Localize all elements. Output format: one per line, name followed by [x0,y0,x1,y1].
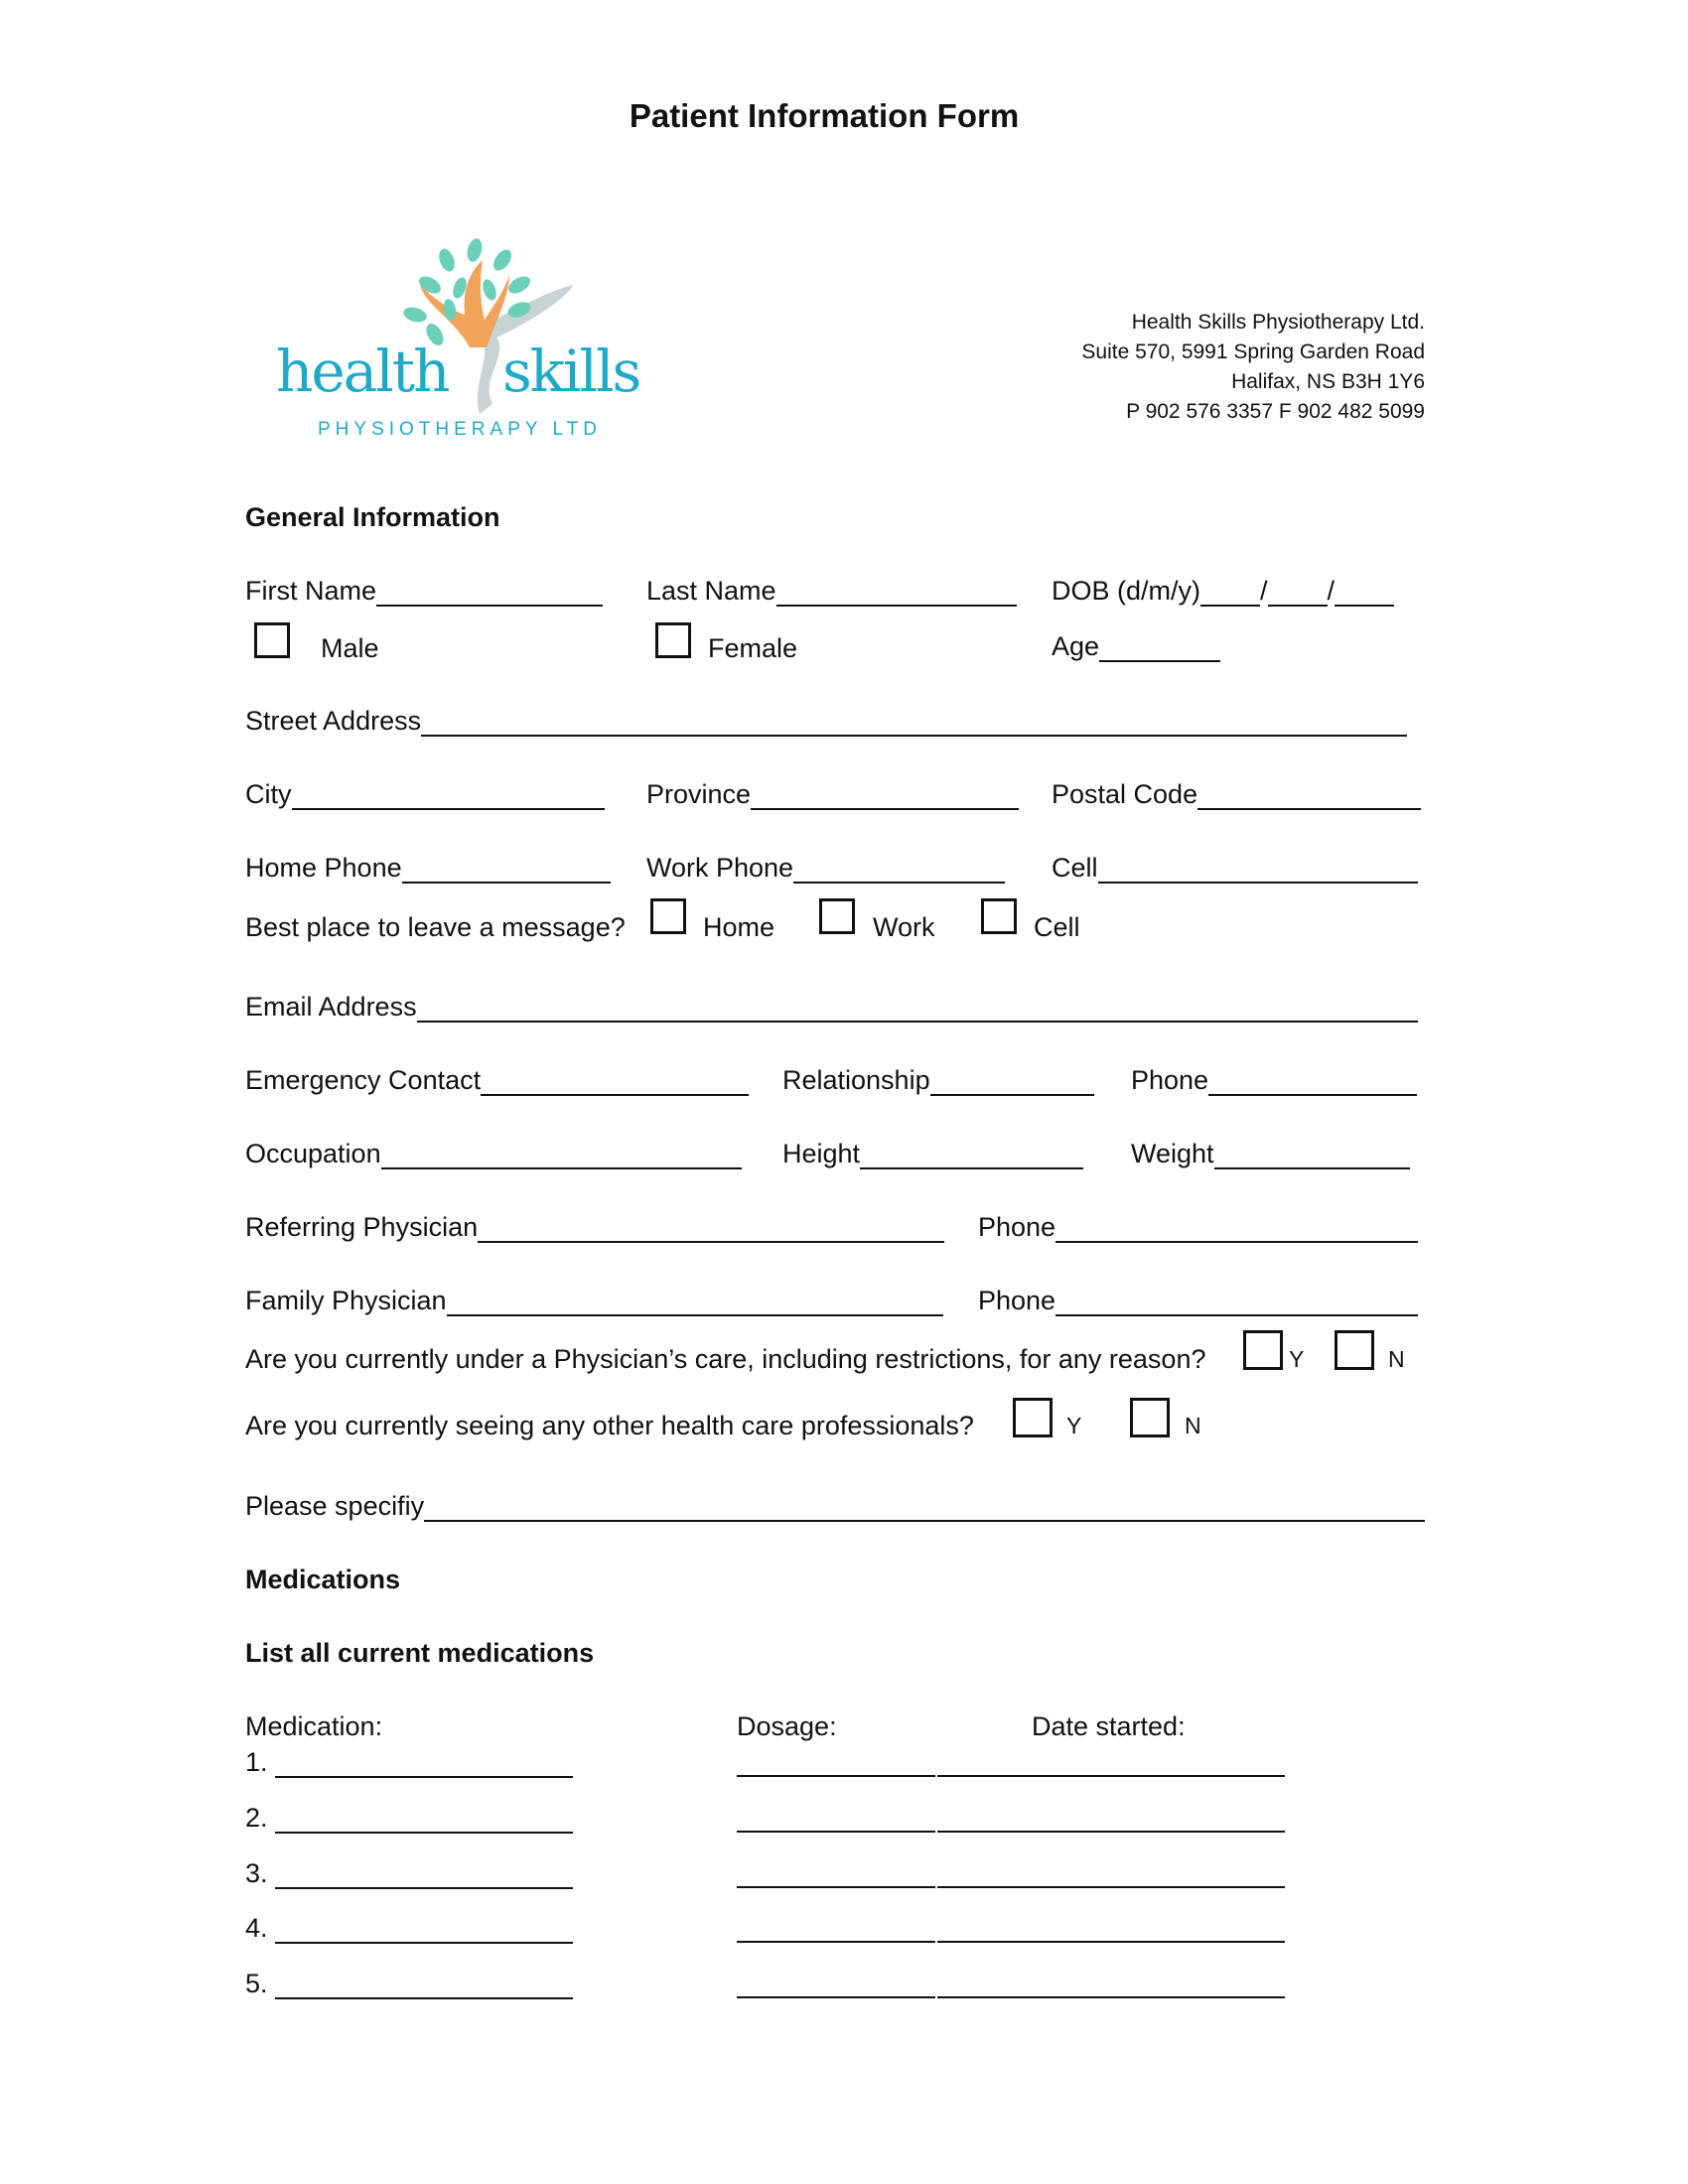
physician-care-no-label: N [1388,1346,1405,1372]
logo-subtitle: PHYSIOTHERAPY LTD [318,419,602,440]
email-input[interactable] [417,997,1418,1023]
city-input[interactable] [292,784,605,810]
medication-name-field[interactable] [245,1747,573,1778]
please-specify-input[interactable] [424,1496,1425,1522]
email-label: Email Address [245,992,417,1022]
address-line-street: Suite 570, 5991 Spring Garden Road [1081,341,1425,363]
province-label: Province [646,779,752,809]
street-address-label: Street Address [245,706,422,736]
work-phone-field[interactable] [646,853,1005,884]
dob-field[interactable] [1052,576,1394,607]
family-phone-label: Phone [978,1286,1056,1315]
relationship-input[interactable] [930,1070,1094,1096]
logo-word-skills: skills [502,338,640,405]
cell-field[interactable] [1052,853,1418,884]
medication-name-input[interactable] [275,1918,573,1944]
message-work-checkbox[interactable] [819,898,855,934]
clinic-address [1081,308,1425,427]
date-started-input[interactable] [937,1973,1285,1998]
dob-label: DOB (d/m/y) [1052,576,1201,606]
other-professionals-no-label: N [1185,1413,1201,1438]
dosage-input[interactable] [737,1917,935,1943]
emergency-phone-field[interactable] [1131,1065,1417,1096]
other-professionals-yes-label: Y [1066,1413,1082,1438]
address-line-name: Health Skills Physiotherapy Ltd. [1131,311,1425,334]
height-input[interactable] [860,1144,1083,1169]
province-input[interactable] [751,784,1019,810]
physician-care-yes-label: Y [1289,1346,1305,1372]
logo-word-health: health [276,338,449,405]
male-label: Male [321,633,379,663]
medication-name-field[interactable] [245,1858,573,1889]
postal-code-field[interactable] [1052,779,1421,810]
company-logo [276,230,643,451]
relationship-label: Relationship [782,1065,930,1095]
weight-label: Weight [1131,1139,1214,1168]
dosage-input[interactable] [737,1973,935,1998]
last-name-label: Last Name [646,576,776,606]
home-phone-field[interactable] [245,853,611,884]
dob-separator: / [1260,576,1268,606]
address-line-city: Halifax, NS B3H 1Y6 [1231,370,1425,393]
medication-name-field[interactable] [245,1969,573,1999]
home-phone-input[interactable] [402,858,611,884]
medication-name-input[interactable] [275,1808,573,1834]
home-phone-label: Home Phone [245,853,402,883]
dosage-input[interactable] [737,1862,935,1888]
occupation-input[interactable] [381,1144,742,1169]
referring-phone-input[interactable] [1055,1217,1418,1243]
weight-input[interactable] [1214,1144,1410,1169]
section-heading-medications: Medications [245,1565,401,1594]
row-number: 5. [245,1969,268,1998]
age-input[interactable] [1099,636,1220,662]
other-professionals-yes-checkbox[interactable] [1013,1398,1053,1437]
dob-month-input[interactable] [1268,581,1328,607]
city-label: City [245,779,292,809]
emergency-phone-label: Phone [1131,1065,1209,1095]
postal-code-input[interactable] [1197,784,1421,810]
province-field[interactable] [646,779,1019,810]
message-work-label: Work [873,912,935,942]
first-name-label: First Name [245,576,377,606]
row-number: 2. [245,1803,268,1833]
physician-care-yes-checkbox[interactable] [1243,1330,1283,1370]
dosage-input[interactable] [737,1807,935,1833]
date-started-column-header: Date started: [1032,1711,1186,1741]
male-checkbox[interactable] [254,622,290,658]
medication-name-field[interactable] [245,1913,573,1944]
first-name-input[interactable] [376,581,603,607]
email-field[interactable] [245,992,1418,1023]
best-place-label: Best place to leave a message? [245,912,626,942]
referring-physician-input[interactable] [478,1217,944,1243]
row-number: 4. [245,1913,268,1943]
family-phone-input[interactable] [1055,1291,1418,1316]
age-label: Age [1052,631,1100,661]
referring-physician-label: Referring Physician [245,1212,479,1242]
physician-care-question: Are you currently under a Physician’s care, including restrictions, for any reason? [245,1344,1206,1374]
female-label: Female [708,633,798,663]
last-name-field[interactable] [646,576,1017,607]
height-label: Height [782,1139,861,1168]
weight-field[interactable] [1131,1139,1410,1169]
family-phone-field[interactable] [978,1286,1418,1316]
medication-name-input[interactable] [275,1863,573,1889]
medications-subheading: List all current medications [245,1638,595,1668]
medication-name-input[interactable] [275,1752,573,1778]
height-field[interactable] [782,1139,1083,1169]
row-number: 3. [245,1858,268,1888]
dosage-column-header: Dosage: [737,1711,837,1741]
family-physician-field[interactable] [245,1286,943,1316]
female-checkbox[interactable] [655,622,691,658]
message-cell-label: Cell [1034,912,1080,942]
message-cell-checkbox[interactable] [981,898,1017,934]
date-started-input[interactable] [937,1862,1285,1888]
please-specify-label: Please specifiy [245,1491,425,1521]
street-address-field[interactable] [245,706,1407,737]
referring-phone-label: Phone [978,1212,1056,1242]
other-professionals-question: Are you currently seeing any other health care professionals? [245,1411,974,1440]
dob-day-input[interactable] [1200,581,1260,607]
work-phone-label: Work Phone [646,853,794,883]
message-home-label: Home [703,912,775,942]
physician-care-no-checkbox[interactable] [1335,1330,1374,1370]
referring-physician-field[interactable] [245,1212,944,1243]
referring-phone-field[interactable] [978,1212,1418,1243]
city-field[interactable] [245,779,605,810]
cell-input[interactable] [1098,858,1418,884]
work-phone-input[interactable] [793,858,1005,884]
emergency-contact-label: Emergency Contact [245,1065,482,1095]
last-name-input[interactable] [776,581,1017,607]
cell-label: Cell [1052,853,1098,883]
dob-separator: / [1327,576,1336,606]
date-started-input[interactable] [937,1807,1285,1833]
first-name-field[interactable] [245,576,603,607]
address-line-phone-fax: P 902 576 3357 F 902 482 5099 [1126,400,1425,423]
occupation-label: Occupation [245,1139,381,1168]
emergency-phone-input[interactable] [1208,1070,1417,1096]
medication-name-input[interactable] [275,1974,573,1999]
occupation-field[interactable] [245,1139,742,1169]
section-heading-general: General Information [245,502,500,532]
page-title: Patient Information Form [629,97,1020,134]
row-number: 1. [245,1747,268,1777]
emergency-contact-input[interactable] [481,1070,749,1096]
date-started-input[interactable] [937,1917,1285,1943]
family-physician-label: Family Physician [245,1286,447,1315]
other-professionals-no-checkbox[interactable] [1130,1398,1170,1437]
medication-column-header: Medication: [245,1711,383,1741]
medication-name-field[interactable] [245,1803,573,1834]
dosage-input[interactable] [737,1751,935,1777]
street-address-input[interactable] [421,711,1407,737]
postal-code-label: Postal Code [1052,779,1198,809]
date-started-input[interactable] [937,1751,1285,1777]
age-field[interactable] [1052,631,1220,662]
family-physician-input[interactable] [447,1291,943,1316]
emergency-contact-field[interactable] [245,1065,749,1096]
dob-year-input[interactable] [1335,581,1394,607]
relationship-field[interactable] [782,1065,1094,1096]
message-home-checkbox[interactable] [650,898,686,934]
please-specify-field[interactable] [245,1491,1425,1522]
